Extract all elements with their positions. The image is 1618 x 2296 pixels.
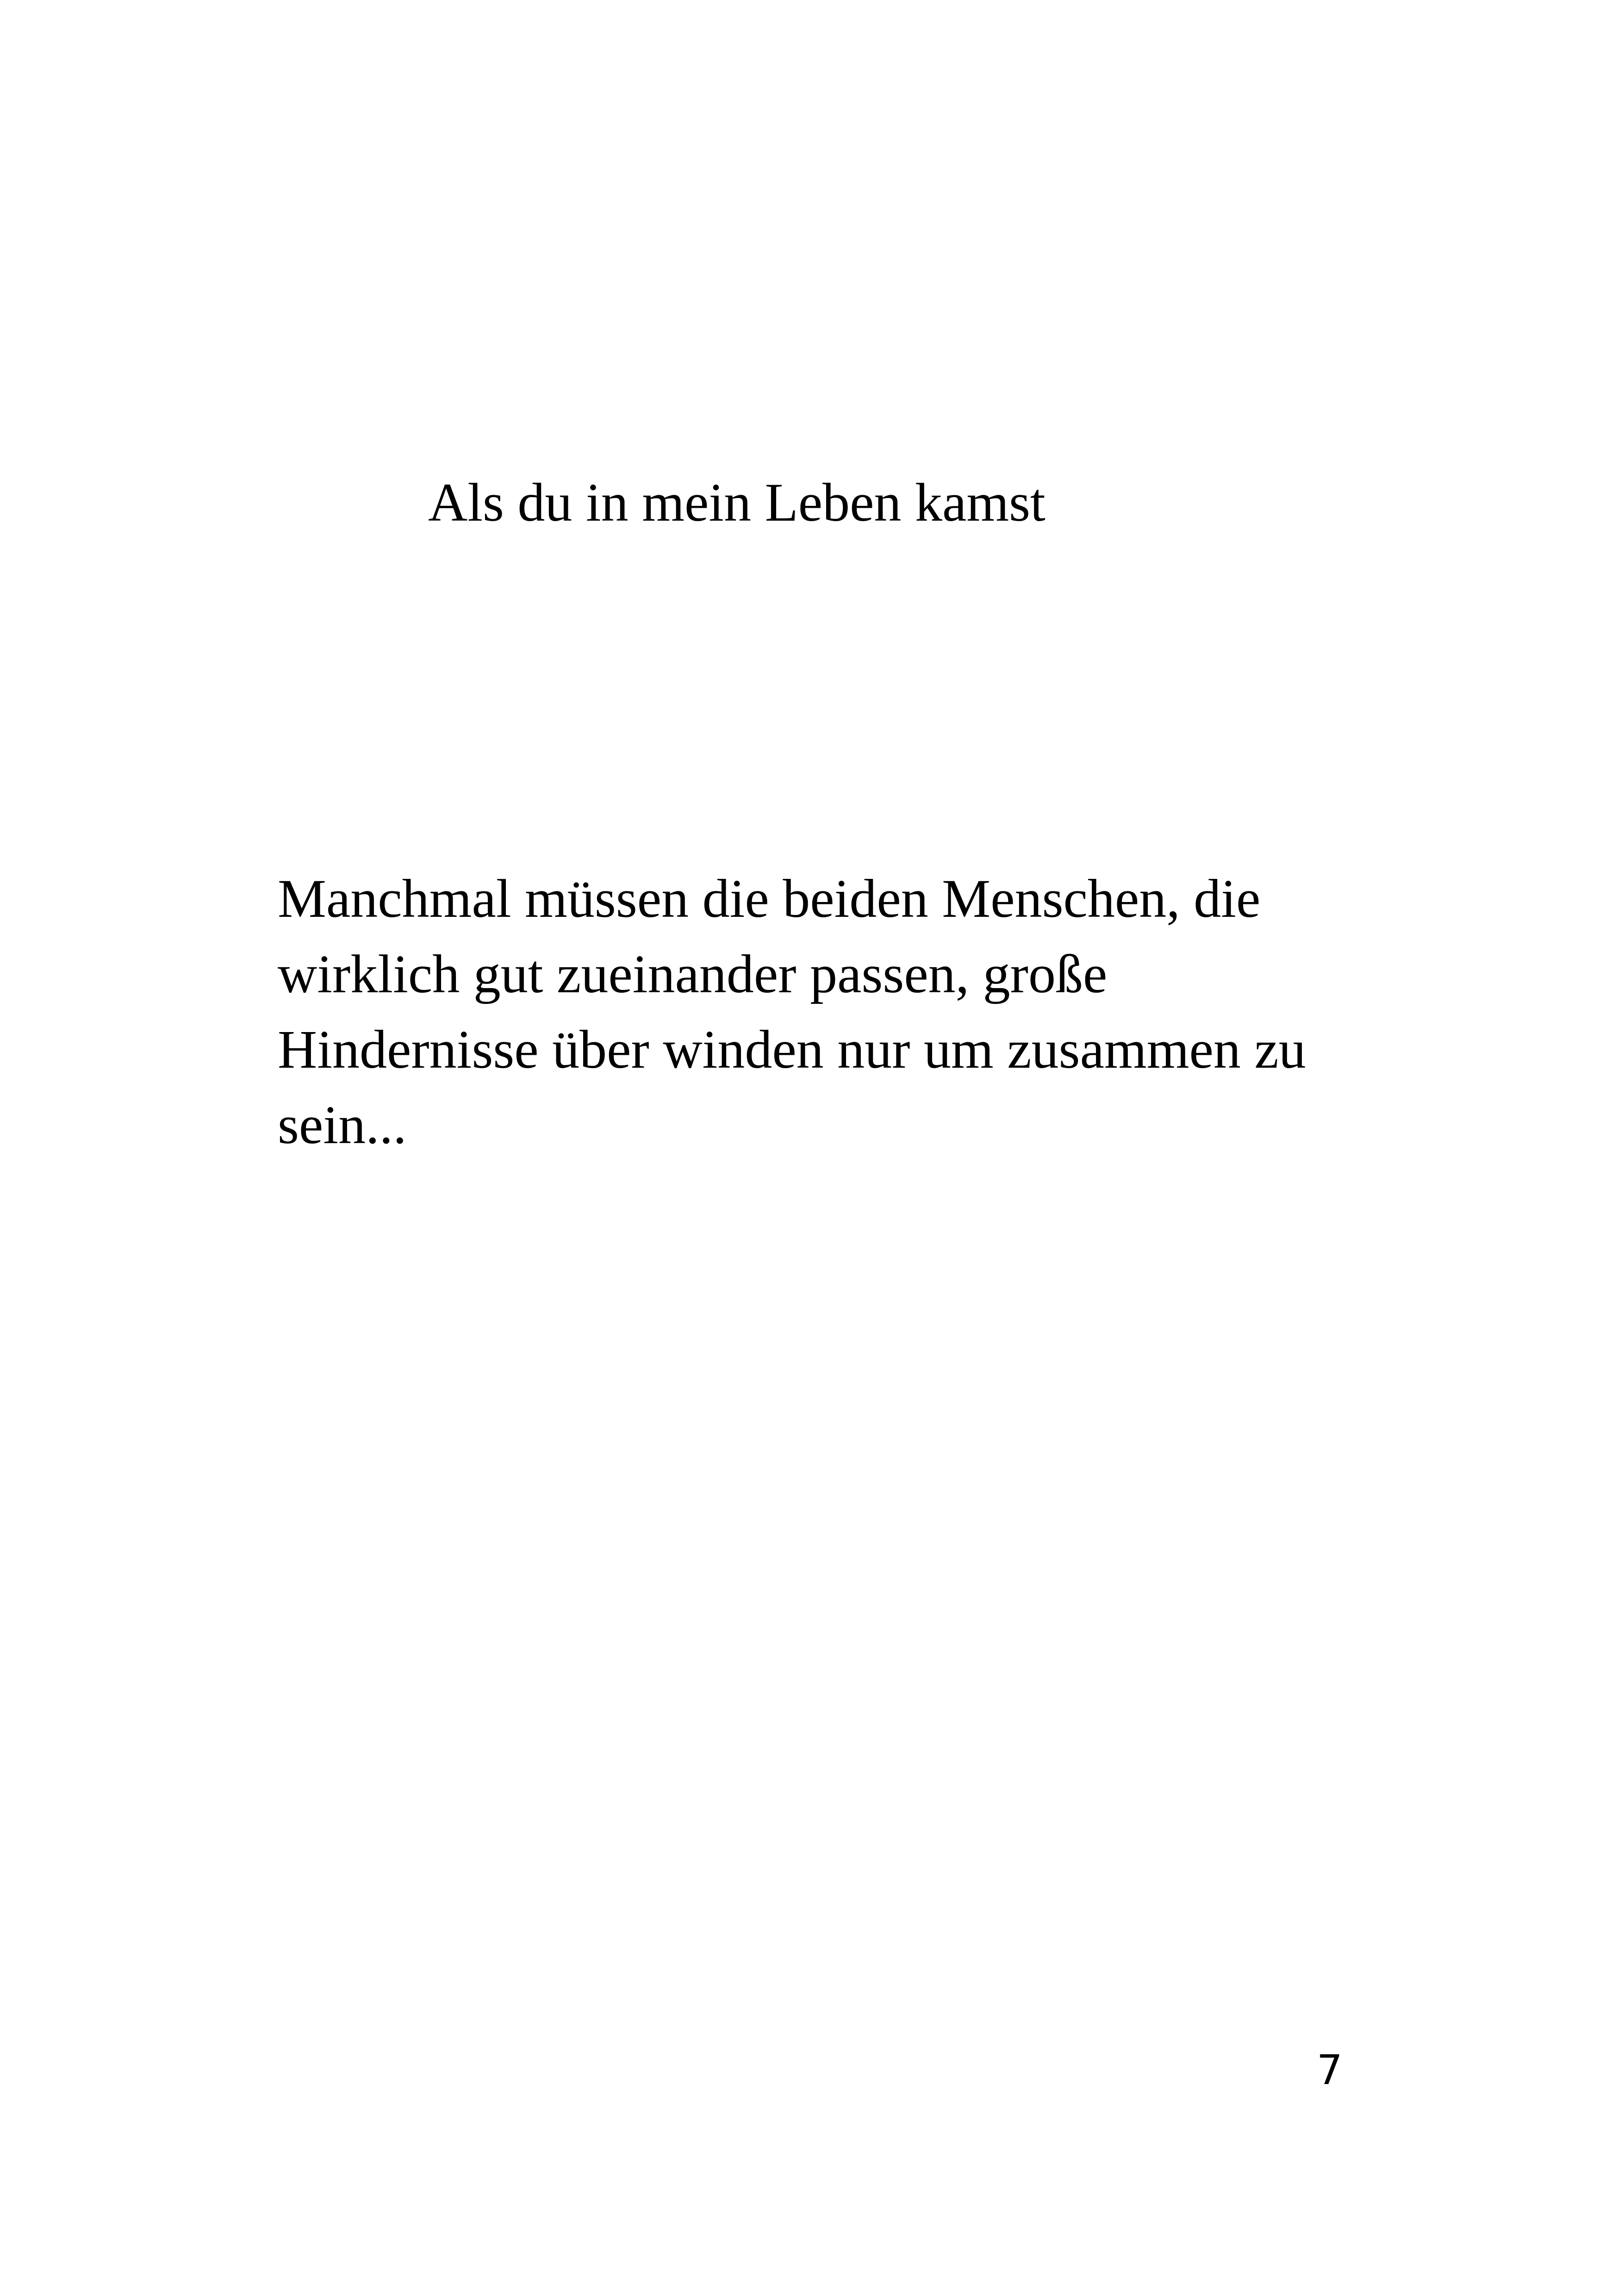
body-paragraph	[278, 861, 1306, 1163]
page-number: 7	[1317, 2046, 1343, 2094]
body-line: sein...	[278, 1095, 407, 1155]
page-title: Als du in mein Leben kamst	[428, 472, 1045, 533]
body-line: Manchmal müssen die beiden Menschen, die	[278, 868, 1261, 929]
body-line: wirklich gut zueinander passen, große	[278, 944, 1108, 1004]
body-line: Hindernisse über winden nur um zusammen zu	[278, 1019, 1306, 1080]
